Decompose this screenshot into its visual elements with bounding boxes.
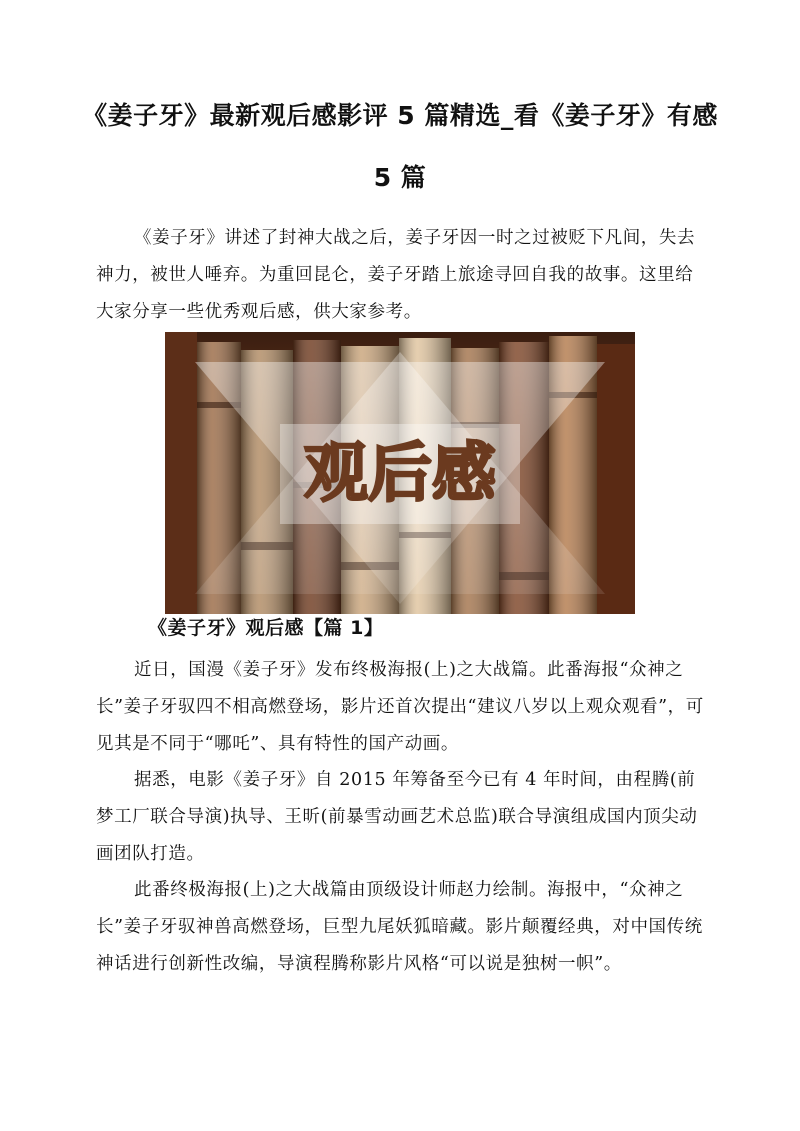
body-paragraph: 近日，国漫《姜子牙》发布终极海报(上)之大战篇。此番海报“众神之长”姜子牙驭四不相高燃登场，影片还首次提出“建议八岁以上观众观看”，可见其是不同于“哪吒”、具有特性的国产动画。 (96, 660, 704, 754)
books-illustration (165, 332, 635, 614)
intro-paragraph: 《姜子牙》讲述了封神大战之后，姜子牙因一时之过被贬下凡间，失去神力，被世人唾弃。为重回昆仑，姜子牙踏上旅途寻回自我的故事。这里给大家分享一些优秀观后感，供大家参考。 (96, 228, 696, 322)
document-title-line2: 5 篇 (373, 163, 427, 192)
hero-image (165, 332, 635, 614)
section-heading: 《姜子牙》观后感【篇 1】 (148, 617, 384, 639)
document-title-line1: 《姜子牙》最新观后感影评 5 篇精选_看《姜子牙》有感 (82, 101, 718, 130)
body-paragraph: 据悉，电影《姜子牙》自 2015 年筹备至今已有 4 年时间，由程腾(前梦工厂联合导演)执导、王昕(前暴雪动画艺术总监)联合导演组成国内顶尖动画团队打造。 (96, 770, 698, 864)
body-paragraph: 此番终极海报(上)之大战篇由顶级设计师赵力绘制。海报中，“众神之长”姜子牙驭神兽高燃登场，巨型九尾妖狐暗藏。影片颠覆经典，对中国传统神话进行创新性改编，导演程腾称影片风格“可以说是独树一帜”。 (96, 880, 703, 974)
image-caption: 观后感 (304, 437, 496, 511)
